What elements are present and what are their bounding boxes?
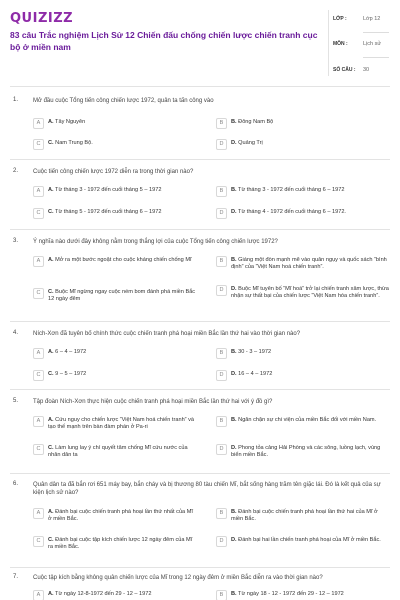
- option-label: D.: [231, 286, 237, 292]
- question-number: 6.: [13, 481, 19, 487]
- question-text: Tập đoàn Ních-Xơn thực hiện cuộc chiến tranh phá hoại miền Bắc lần thứ hai với ý đồ gì?: [33, 399, 273, 405]
- option-letter-box: A: [33, 118, 44, 129]
- option-label: B.: [231, 509, 237, 515]
- question-divider: [10, 321, 390, 322]
- option-text: Làm lung lay ý chí quyết tâm chống Mĩ cứu nước của nhân dân ta: [48, 445, 188, 459]
- option-letter-box: A: [33, 348, 44, 359]
- option-text: Từ tháng 3 - 1972 đến cuối tháng 5 – 1972: [55, 187, 162, 193]
- option-label: A.: [48, 591, 54, 597]
- option-label: A.: [48, 349, 54, 355]
- option-letter-box: B: [216, 590, 227, 600]
- option-text: Đánh bại cuộc chiến tranh phá hoại lần thứ hai của Mĩ ở miền Bắc.: [231, 509, 378, 523]
- grade-value: Lớp 12: [363, 16, 381, 22]
- option-label: C.: [48, 445, 54, 451]
- option-label: A.: [48, 417, 54, 423]
- option-label: C.: [48, 371, 54, 377]
- option-label: D.: [231, 140, 237, 146]
- option-label: C.: [48, 289, 54, 295]
- option-label: D.: [231, 209, 237, 215]
- page-header: [0, 0, 400, 82]
- option-text: Giáng một đòn mạnh mẽ vào quân ngụy và quốc sách “bình định” của “Việt Nam hoá chiến tranh”.: [231, 257, 387, 271]
- question-count-label: SỐ CÂU :: [333, 67, 356, 73]
- option-letter-box: B: [216, 508, 227, 519]
- option-label: B.: [231, 349, 237, 355]
- option-label: D.: [231, 371, 237, 377]
- question-text: Mở đầu cuộc Tổng tiến công chiến lược 1972, quân ta tấn công vào: [33, 98, 214, 104]
- header-divider: [10, 86, 390, 87]
- question-count-value: 30: [363, 67, 370, 73]
- option-text: 6 – 4 – 1972: [55, 349, 87, 355]
- option-text: Đông Nam Bộ: [238, 119, 274, 125]
- option-letter-box: A: [33, 256, 44, 267]
- option-text: 30 - 3 – 1972: [238, 349, 272, 355]
- option-text: Cứu nguy cho chiến lược “Việt Nam hoá chiến tranh” và tạo thế mạnh trên bàn đàm phán ở Pa-ri: [48, 417, 195, 431]
- option-text: Buộc Mĩ tuyên bố “Mĩ hoá” trở lại chiến tranh xâm lược, thừa nhận sự thất bại của chiến lược “Việt Nam hóa chiến tranh”.: [231, 286, 389, 300]
- option-text: Tây Nguyên: [55, 119, 86, 125]
- option-text: Từ tháng 5 - 1972 đến cuối tháng 6 – 1972: [55, 209, 162, 215]
- option-text: Đánh bại hai lần chiến tranh phá hoại của Mĩ ở miền Bắc.: [238, 537, 381, 543]
- option-label: D.: [231, 537, 237, 543]
- option-text: Phong tỏa cảng Hải Phòng và các sông, luồng lạch, vùng biển miền Bắc.: [231, 445, 381, 459]
- option-label: B.: [231, 591, 237, 597]
- question-divider: [10, 567, 390, 568]
- option-letter-box: B: [216, 118, 227, 129]
- option-letter-box: B: [216, 416, 227, 427]
- option-label: C.: [48, 537, 54, 543]
- option-letter-box: A: [33, 186, 44, 197]
- option-letter-box: D: [216, 444, 227, 455]
- option-text: Mở ra một bước ngoặt cho cuộc kháng chiến chống Mĩ: [55, 257, 192, 263]
- option-letter-box: C: [33, 536, 44, 547]
- question-number: 5.: [13, 398, 19, 404]
- option-letter-box: A: [33, 416, 44, 427]
- question-text: Cuộc tiến công chiến lược 1972 diễn ra trong thời gian nào?: [33, 169, 194, 175]
- page-title: 83 câu Trắc nghiệm Lịch Sử 12 Chiến đấu chống chiến lược chiến tranh cục bộ ở miền nam: [10, 30, 318, 52]
- quiz-meta-box: [328, 10, 392, 76]
- option-text: Nam Trung Bộ.: [55, 140, 93, 146]
- option-letter-box: C: [33, 208, 44, 219]
- question-number: 7.: [13, 574, 19, 580]
- question-text: Ý nghĩa nào dưới đây không nằm trong thắng lợi của cuộc Tổng tiến công chiến lược 1972?: [33, 239, 278, 245]
- option-label: B.: [231, 417, 237, 423]
- question-text: Cuộc tập kích bằng không quân chiến lược của Mĩ trong 12 ngày đêm ở miền Bắc diễn ra vào thời gian nào?: [33, 575, 323, 581]
- option-text: Từ ngày 18 - 12 - 1972 đến 29 - 12 – 1972: [238, 591, 344, 597]
- question-number: 3.: [13, 238, 19, 244]
- option-letter-box: D: [216, 208, 227, 219]
- grade-underline: [363, 32, 389, 33]
- option-label: A.: [48, 187, 54, 193]
- option-text: Từ tháng 3 - 1972 đến cuối tháng 6 – 1972: [238, 187, 345, 193]
- option-label: B.: [231, 119, 237, 125]
- option-label: A.: [48, 257, 54, 263]
- question-divider: [10, 473, 390, 474]
- subject-label: MÔN :: [333, 41, 348, 47]
- option-letter-box: B: [216, 186, 227, 197]
- question-number: 1.: [13, 97, 19, 103]
- option-letter-box: A: [33, 590, 44, 600]
- question-number: 4.: [13, 330, 19, 336]
- option-text: Từ ngày 12-8-1972 đến 29 - 12 – 1972: [55, 591, 152, 597]
- option-label: D.: [231, 445, 237, 451]
- option-text: 16 – 4 – 1972: [238, 371, 273, 377]
- option-letter-box: A: [33, 508, 44, 519]
- option-letter-box: C: [33, 370, 44, 381]
- option-text: Đánh bại cuộc tập kích chiến lược 12 ngày đêm của Mĩ ra miền Bắc.: [48, 537, 193, 551]
- option-label: C.: [48, 209, 54, 215]
- option-letter-box: C: [33, 444, 44, 455]
- option-letter-box: D: [216, 285, 227, 296]
- option-label: A.: [48, 119, 54, 125]
- option-label: B.: [231, 257, 237, 263]
- grade-label: LỚP :: [333, 16, 347, 22]
- option-letter-box: D: [216, 139, 227, 150]
- option-text: Quảng Trị: [238, 140, 263, 146]
- option-label: A.: [48, 509, 54, 515]
- question-divider: [10, 389, 390, 390]
- quizizz-logo: QUIZIZZ: [10, 11, 74, 26]
- option-text: Đánh bại cuộc chiến tranh phá hoại lần thứ nhất của Mĩ ở miền Bắc.: [48, 509, 193, 523]
- option-letter-box: B: [216, 256, 227, 267]
- option-letter-box: D: [216, 536, 227, 547]
- question-text: Quân dân ta đã bắn rơi 651 máy bay, bắn cháy và bị thương 80 tàu chiến Mĩ, bắt sống hàng trăm tên giặc lái. Đó là kết quả của sự kiện lịch sử nào?: [33, 482, 381, 496]
- subject-underline: [363, 57, 389, 58]
- question-divider: [10, 159, 390, 160]
- option-text: Ngăn chặn sự chi viện của miền Bắc đối với miền Nam.: [238, 417, 377, 423]
- option-text: Từ tháng 4 - 1972 đến cuối tháng 6 – 1972.: [238, 209, 346, 215]
- question-divider: [10, 229, 390, 230]
- option-letter-box: C: [33, 139, 44, 150]
- option-letter-box: B: [216, 348, 227, 359]
- option-letter-box: C: [33, 288, 44, 299]
- question-text: Ních-Xơn đã tuyên bố chính thức cuộc chiến tranh phá hoại miền Bắc lần thứ hai vào thời gian nào?: [33, 331, 301, 337]
- option-label: B.: [231, 187, 237, 193]
- option-text: 9 – 5 – 1972: [55, 371, 87, 377]
- subject-value: Lịch sử: [363, 41, 382, 47]
- option-text: Buộc Mĩ ngừng ngay cuộc ném bom đánh phá miền Bắc 12 ngày đêm: [48, 289, 196, 303]
- option-label: C.: [48, 140, 54, 146]
- question-number: 2.: [13, 168, 19, 174]
- option-letter-box: D: [216, 370, 227, 381]
